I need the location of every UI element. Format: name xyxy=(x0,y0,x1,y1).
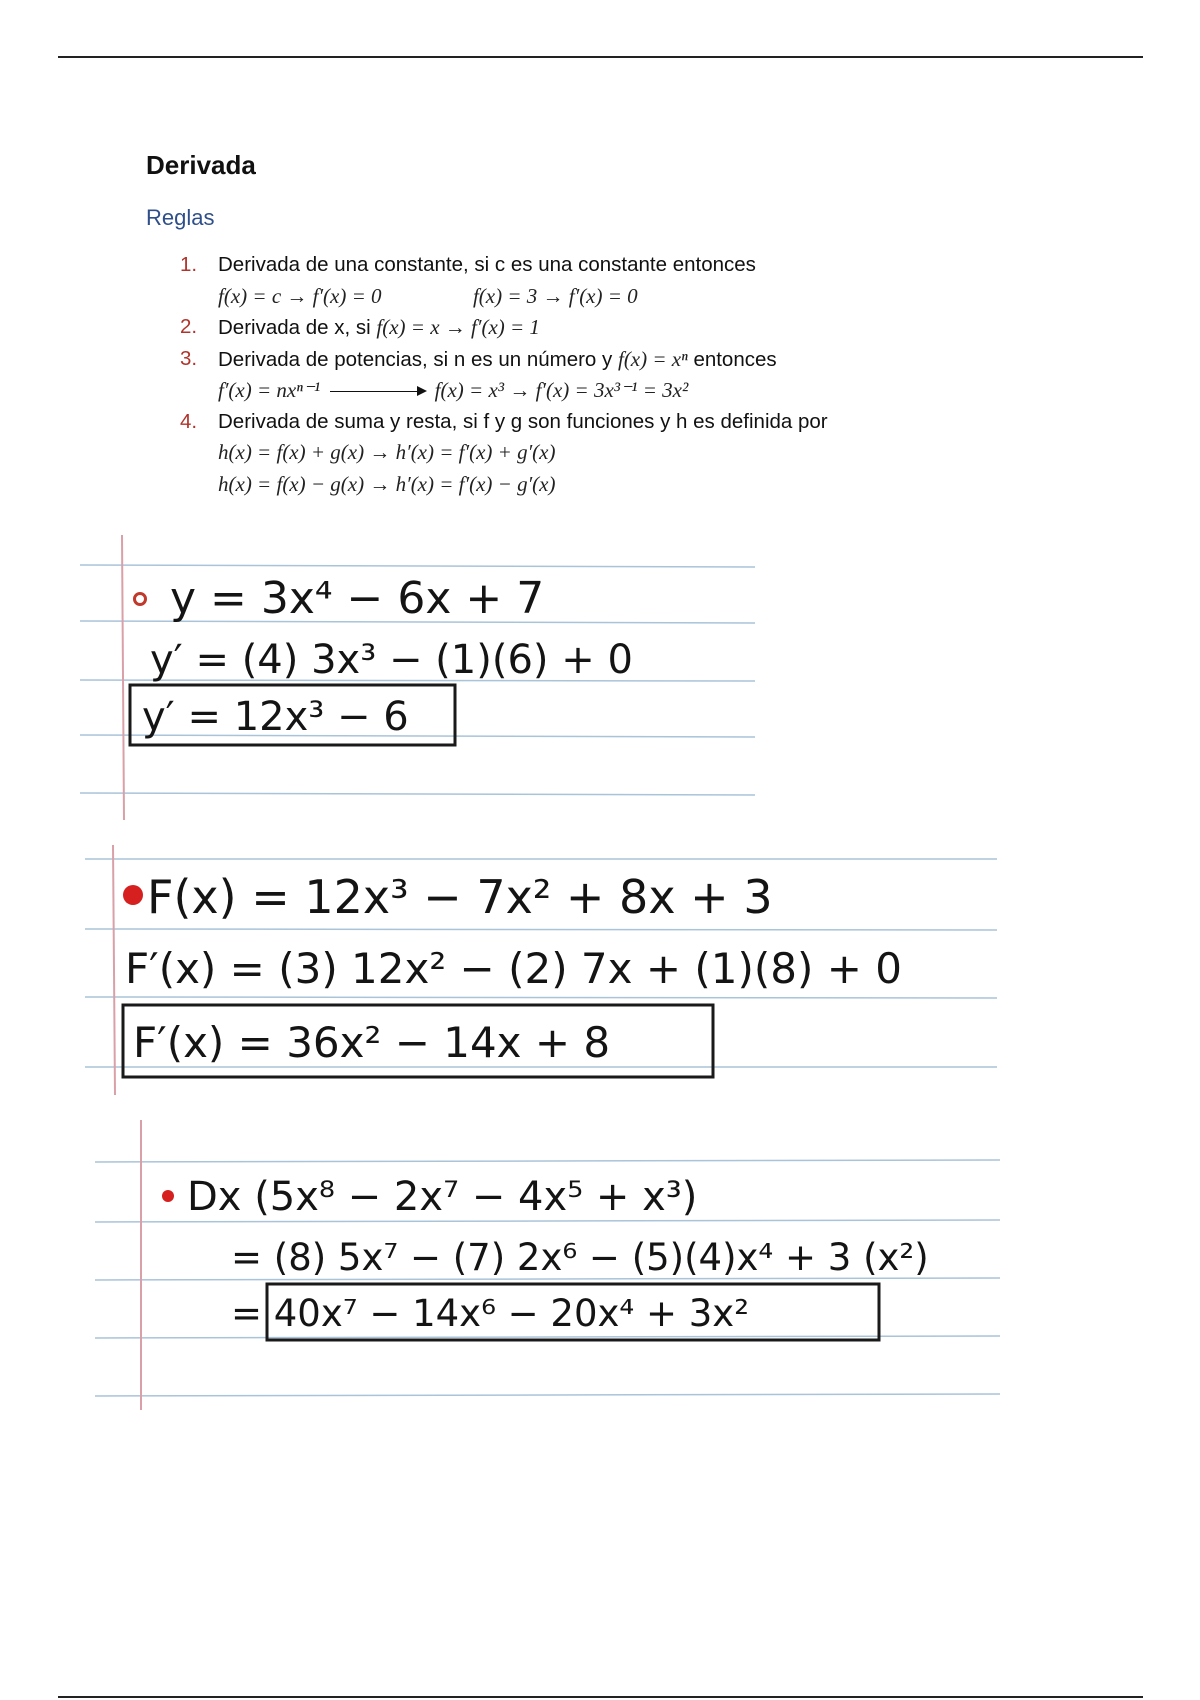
rule-formula-difference: h(x) = f(x) − g(x) → h′(x) = f′(x) − g′(x) xyxy=(218,471,556,496)
example-answer: = 40x⁷ − 14x⁶ − 20x⁴ + 3x² xyxy=(231,1292,750,1335)
example-line: = (8) 5x⁷ − (7) 2x⁶ − (5)(4)x⁴ + 3 (x²) xyxy=(231,1236,929,1279)
bullet-dot-icon xyxy=(162,1190,174,1202)
rule-number: 3. xyxy=(180,346,198,370)
rule-number: 4. xyxy=(180,409,198,433)
rule-example: f(x) = 3 → f′(x) = 0 xyxy=(472,283,638,308)
rule-number: 1. xyxy=(180,253,198,276)
example-line: F′(x) = (3) 12x² − (2) 7x + (1)(8) + 0 xyxy=(125,944,902,993)
section-heading: Reglas xyxy=(146,205,215,230)
rule-formula: f(x) = c → f′(x) = 0 xyxy=(218,283,382,308)
example-line: y′ = (4) 3x³ − (1)(6) + 0 xyxy=(150,637,633,683)
rule-item xyxy=(180,312,1000,344)
rule-text: Derivada de una constante, si c es una constante entonces xyxy=(218,253,756,276)
bottom-rule xyxy=(58,1696,1143,1698)
rule-item xyxy=(180,407,1000,501)
bullet-dot-icon xyxy=(123,885,143,905)
example-line: y = 3x⁴ − 6x + 7 xyxy=(170,573,545,624)
rule-text: Derivada de suma y resta, si f y g son funciones y h es definida por xyxy=(218,409,828,433)
arrow-right-icon xyxy=(330,391,425,392)
example-answer: y′ = 12x³ − 6 xyxy=(142,694,409,740)
handwritten-example-3 xyxy=(95,1120,1005,1410)
handwritten-example-1 xyxy=(80,535,760,820)
example-line: F(x) = 12x³ − 7x² + 8x + 3 xyxy=(147,870,773,924)
rule-text: Derivada de potencias, si n es un número y xyxy=(218,347,613,371)
rule-formula-sum: h(x) = f(x) + g(x) → h′(x) = f′(x) + g′(x) xyxy=(218,440,556,464)
rule-number: 2. xyxy=(180,315,198,338)
rules-list xyxy=(180,250,1000,500)
rule-text-end: entonces xyxy=(693,347,777,371)
rule-formula: f′(x) = nxⁿ⁻¹ xyxy=(218,378,321,402)
rule-item xyxy=(180,250,1000,312)
top-rule xyxy=(58,56,1143,58)
rule-inline-formula: f(x) = xⁿ xyxy=(617,346,688,371)
page-title: Derivada xyxy=(146,150,256,180)
rule-text: Derivada de x, si xyxy=(218,316,371,339)
rule-example: f(x) = x³ → f′(x) = 3x³⁻¹ = 3x² xyxy=(434,378,689,402)
rule-item xyxy=(180,344,1000,407)
example-line: Dx (5x⁸ − 2x⁷ − 4x⁵ + x³) xyxy=(187,1174,698,1220)
rule-formula: f(x) = x → f′(x) = 1 xyxy=(376,315,540,339)
example-answer: F′(x) = 36x² − 14x + 8 xyxy=(133,1018,611,1067)
handwritten-example-2 xyxy=(85,845,1000,1100)
